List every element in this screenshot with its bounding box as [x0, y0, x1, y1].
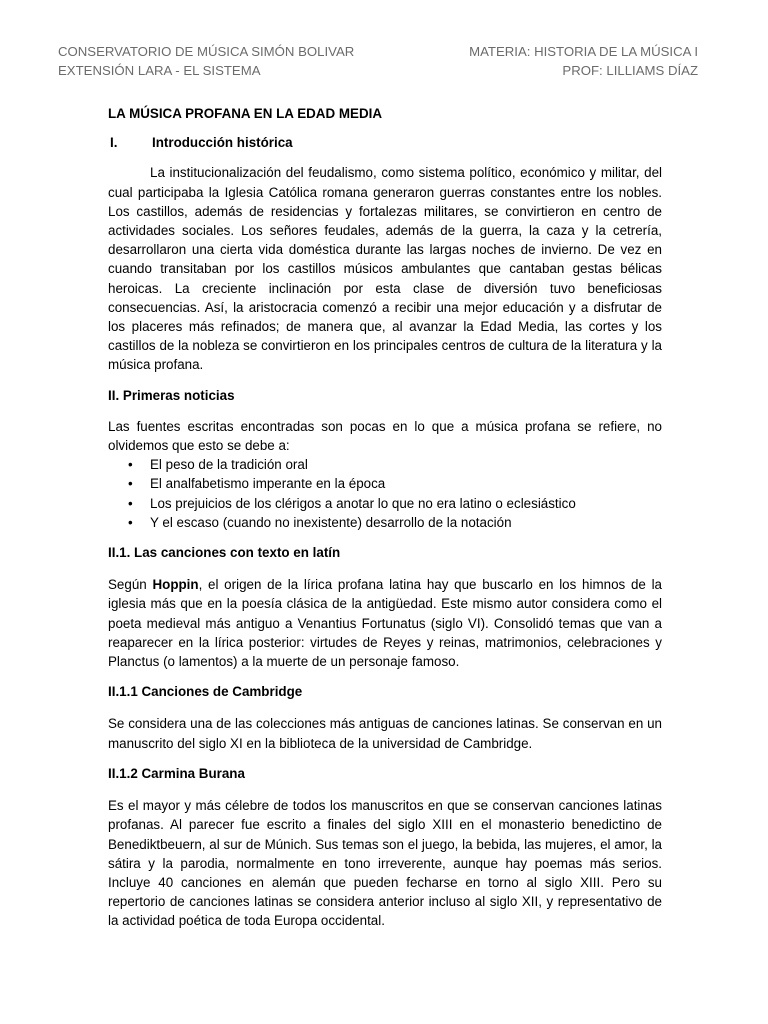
- section-2-heading: II. Primeras noticias: [108, 387, 235, 403]
- list-item: • Los prejuicios de los clérigos a anotar lo que no era latino o eclesiástico: [108, 494, 662, 513]
- list-item: • El peso de la tradición oral: [108, 455, 662, 474]
- document-body: [108, 104, 662, 931]
- section-2-1-text: , el origen de la lírica profana latina hay que buscarlo en los himnos de la iglesia más que en la poesía clásica de la antigüedad. Este mismo autor considera como el poeta medieval más antiguo a Venantius Fortunatus (siglo VI). Consolidó temas que van a reaparecer en la lírica posterior: virtudes de Reyes y reinas, matrimonios, celebraciones y Planctus (o lamentos) a la muerte de un personaje famoso.: [108, 577, 662, 670]
- section-2-1-heading: II.1. Las canciones con texto en latín: [108, 545, 341, 561]
- section-1-number: I.: [110, 135, 118, 151]
- section-1-heading: [108, 133, 662, 152]
- header-professor: PROF: LILLIAMS DÍAZ: [562, 63, 698, 78]
- section-2-paragraph: Las fuentes escritas encontradas son pocas en lo que a música profana se refiere, no olvidemos que esto se debe a:: [108, 418, 662, 454]
- section-2-1-pre: Según: [108, 577, 153, 593]
- section-2-list: [108, 455, 662, 532]
- section-2-1-2-heading: II.1.2 Carmina Burana: [108, 765, 245, 781]
- header-right: [469, 42, 698, 80]
- list-item: • Y el escaso (cuando no inexistente) desarrollo de la notación: [108, 513, 662, 532]
- section-1-paragraph: La institucionalización del feudalismo, como sistema político, económico y militar, del cual participaba la Iglesia Católica romana generaron guerras constantes entre los nobles. Los castillos, además de residencias y fortalezas militares, se convirtieron en centro de actividades sociales. Los señores feudales, además de la guerra, la caza y la cetrería, desarrollaron una cierta vida doméstica durante las largas noches de invierno. De vez en cuando transitaban por los castillos músicos ambulantes que cantaban gestas bélicas heroicas. La creciente inclinación por esta clase de diversión tuvo beneficiosas consecuencias. Así, la aristocracia comenzó a recibir una mejor educación y a disfrutar de los placeres más refinados; de manera que, al avanzar la Edad Media, las cortes y los castillos de la nobleza se convirtieron en los principales centros de cultura de la literatura y la música profana.: [108, 165, 662, 373]
- header-institution: CONSERVATORIO DE MÚSICA SIMÓN BOLIVAR: [58, 44, 355, 59]
- header-extension: EXTENSIÓN LARA - EL SISTEMA: [58, 63, 261, 78]
- section-2-1-paragraph: [108, 575, 662, 671]
- header-subject: MATERIA: HISTORIA DE LA MÚSICA I: [469, 44, 698, 59]
- list-item: • El analfabetismo imperante en la época: [108, 474, 662, 493]
- section-2-1-1-paragraph: Se considera una de las colecciones más antiguas de canciones latinas. Se conservan en un manuscrito del siglo XI en la biblioteca de la universidad de Cambridge.: [108, 716, 662, 751]
- author-name: Hoppin: [152, 577, 199, 593]
- section-1-title: Introducción histórica: [152, 135, 293, 151]
- section-2-1-1-heading: II.1.1 Canciones de Cambridge: [108, 684, 303, 700]
- section-2-1-2-paragraph: Es el mayor y más célebre de todos los manuscritos en que se conservan canciones latinas profanas. Al parecer fue escrito a finales del siglo XIII en el monasterio benedictino de Benediktbeuern, al sur de Múnich. Sus temas son el juego, la bebida, las mujeres, el amor, la sátira y la parodia, normalmente en tono irreverente, aunque hay poemas más serios. Incluye 40 canciones en alemán que pueden fecharse en torno al siglo XIII. Pero su repertorio de canciones latinas se considera anterior incluso al siglo XII, y representativo de la actividad poética de toda Europa occidental.: [108, 798, 662, 929]
- document-title: LA MÚSICA PROFANA EN LA EDAD MEDIA: [108, 106, 383, 121]
- header-left: [58, 42, 354, 80]
